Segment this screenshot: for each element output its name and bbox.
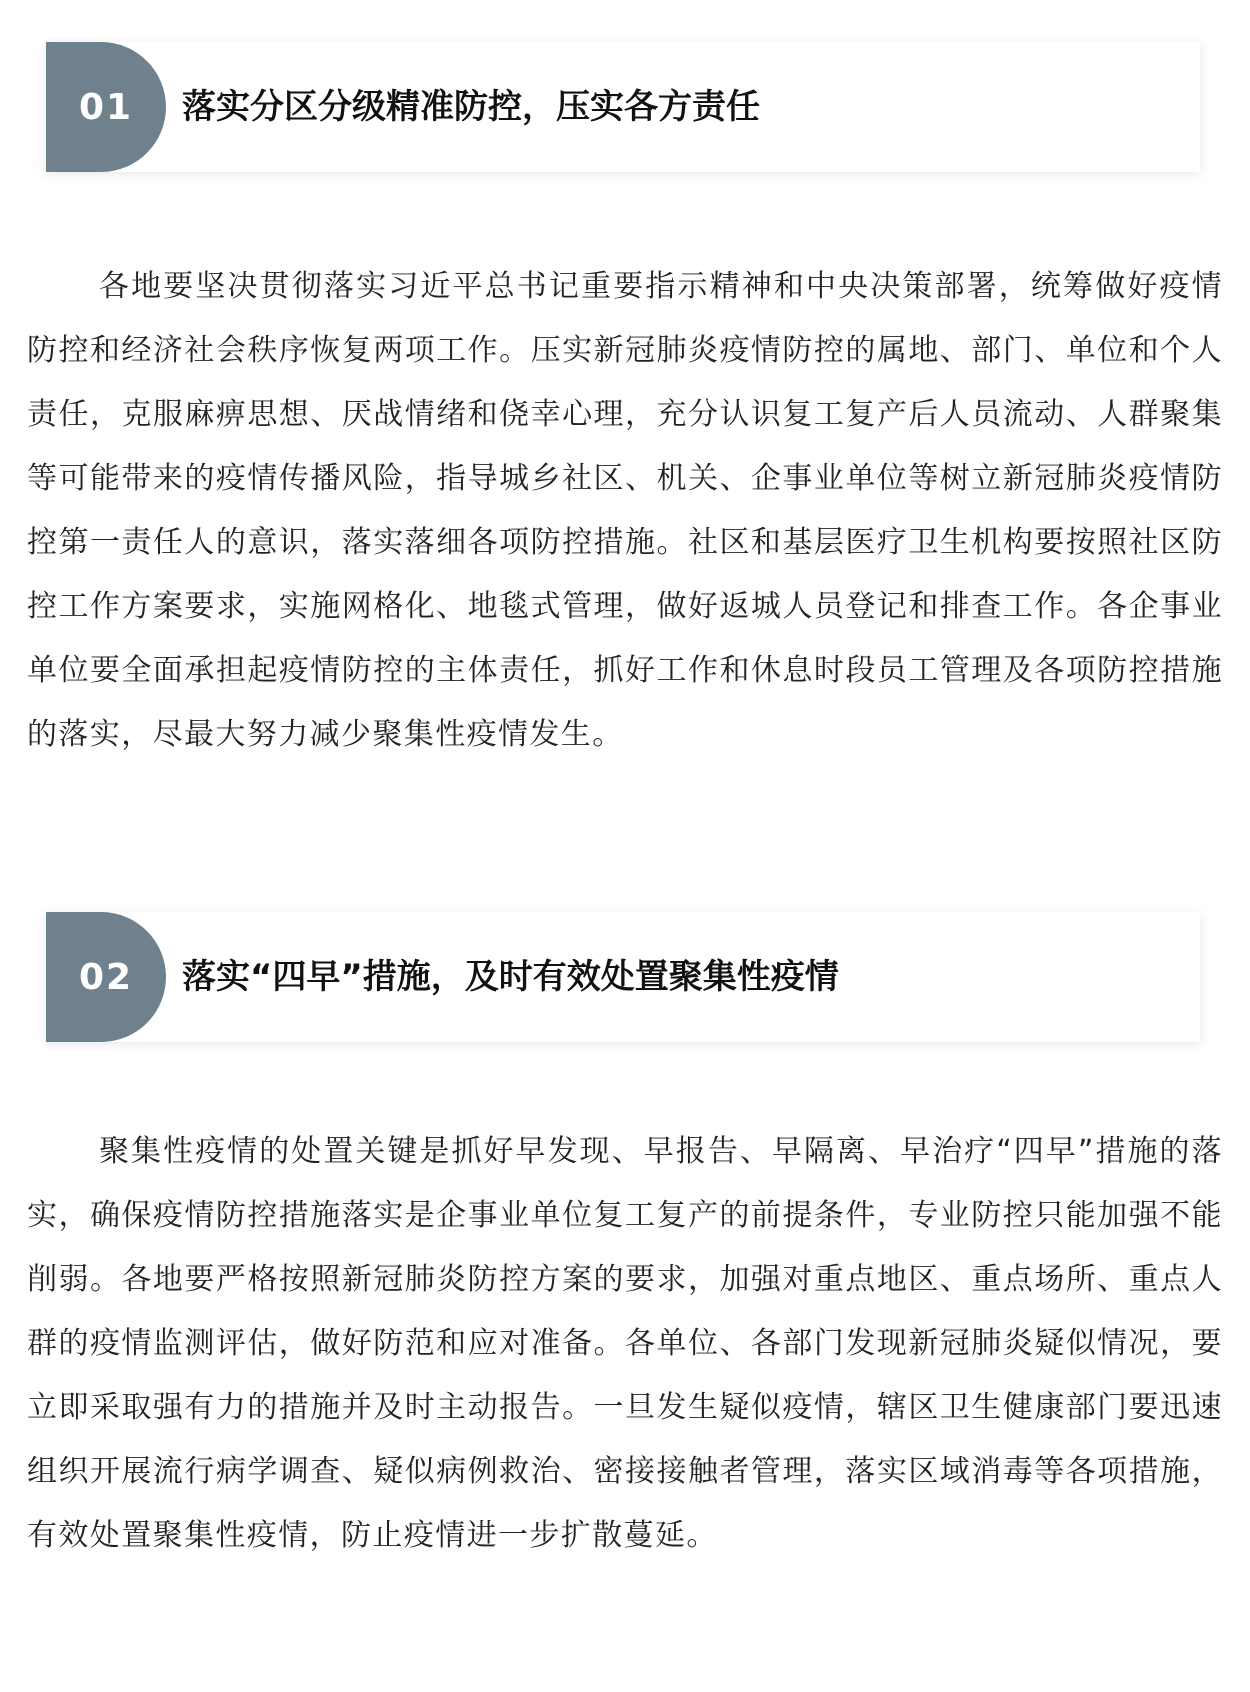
section-number-badge: 02 <box>46 912 166 1042</box>
section-number-badge: 01 <box>46 42 166 172</box>
section-body-paragraph: 各地要坚决贯彻落实习近平总书记重要指示精神和中央决策部署，统筹做好疫情防控和经济社会秩序恢复两项工作。压实新冠肺炎疫情防控的属地、部门、单位和个人责任，克服麻痹思想、厌战情绪和侥幸心理，充分认识复工复产后人员流动、人群聚集等可能带来的疫情传播风险，指导城乡社区、机关、企事业单位等树立新冠肺炎疫情防控第一责任人的意识，落实落细各项防控措施。社区和基层医疗卫生机构要按照社区防控工作方案要求，实施网格化、地毯式管理，做好返城人员登记和排查工作。各企事业单位要全面承担起疫情防控的主体责任，抓好工作和休息时段员工管理及各项防控措施的落实，尽最大努力减少聚集性疫情发生。 <box>27 269 1223 752</box>
section-title: 落实分区分级精准防控，压实各方责任 <box>182 87 760 127</box>
section-title: 落实“四早”措施，及时有效处置聚集性疫情 <box>182 957 839 997</box>
section-header-2 <box>46 912 1200 1042</box>
section-header-1 <box>46 42 1200 172</box>
section-body-paragraph: 聚集性疫情的处置关键是抓好早发现、早报告、早隔离、早治疗“四早”措施的落实，确保疫情防控措施落实是企事业单位复工复产的前提条件，专业防控只能加强不能削弱。各地要严格按照新冠肺炎防控方案的要求，加强对重点地区、重点场所、重点人群的疫情监测评估，做好防范和应对准备。各单位、各部门发现新冠肺炎疑似情况，要立即采取强有力的措施并及时主动报告。一旦发生疑似疫情，辖区卫生健康部门要迅速组织开展流行病学调查、疑似病例救治、密接接触者管理，落实区域消毒等各项措施，有效处置聚集性疫情，防止疫情进一步扩散蔓延。 <box>27 1134 1223 1553</box>
